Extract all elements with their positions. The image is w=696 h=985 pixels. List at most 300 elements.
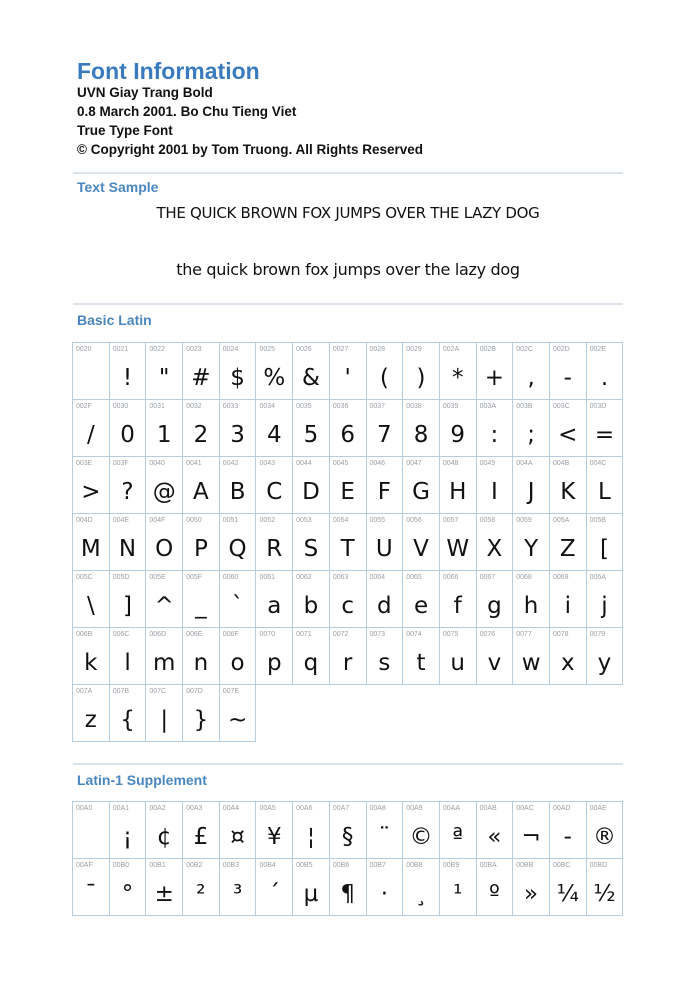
- glyph: J: [527, 479, 535, 505]
- glyph-cell: [110, 343, 147, 400]
- glyph-cell: [183, 343, 220, 400]
- glyph-code: 0056: [406, 517, 422, 524]
- glyph-code: 002B: [479, 346, 496, 353]
- glyph-code: 0071: [296, 631, 312, 638]
- glyph-cell: [477, 859, 514, 916]
- glyph-code: 00B3: [222, 862, 240, 869]
- glyph-cell: [367, 628, 404, 685]
- glyph-cell: [550, 343, 587, 400]
- glyph-code: 0060: [222, 574, 239, 581]
- glyph: §: [341, 824, 354, 850]
- glyph: K: [560, 479, 576, 505]
- glyph: -: [563, 824, 572, 850]
- glyph-cell: [146, 628, 183, 685]
- glyph-cell: [403, 457, 440, 514]
- glyph: n: [193, 650, 209, 676]
- glyph: _: [195, 593, 207, 619]
- glyph: C: [266, 479, 283, 505]
- glyph-cell: [146, 514, 183, 571]
- glyph: E: [340, 479, 355, 505]
- glyph-cell: [146, 685, 183, 742]
- glyph: X: [486, 536, 503, 562]
- glyph-code: 0039: [442, 403, 459, 410]
- glyph: $: [230, 365, 245, 391]
- glyph-code: 005B: [589, 517, 606, 524]
- glyph-cell: [293, 343, 330, 400]
- glyph: ': [344, 365, 351, 391]
- glyph: =: [594, 422, 615, 448]
- glyph-code: 00A0: [76, 805, 93, 812]
- glyph: ®: [592, 824, 616, 850]
- glyph: G: [412, 479, 430, 505]
- glyph-code: 00A6: [296, 805, 313, 812]
- copyright: © Copyright 2001 by Tom Truong. All Rights Reserved: [77, 142, 424, 157]
- glyph: ): [416, 365, 426, 391]
- divider: [73, 303, 623, 305]
- glyph: :: [490, 422, 499, 448]
- glyph: ²: [196, 881, 206, 907]
- glyph-cell: [110, 571, 147, 628]
- glyph-cell: [293, 514, 330, 571]
- glyph: \: [86, 593, 95, 619]
- divider: [73, 763, 623, 765]
- glyph: *: [451, 365, 464, 391]
- glyph: ³: [232, 881, 243, 907]
- glyph-cell: [587, 802, 624, 859]
- glyph-code: 0070: [259, 631, 276, 638]
- glyph-cell: [403, 628, 440, 685]
- glyph-cell: [587, 457, 624, 514]
- glyph-cell: [477, 514, 514, 571]
- glyph-cell: [293, 859, 330, 916]
- glyph-cell: [513, 400, 550, 457]
- glyph-cell: [256, 457, 293, 514]
- glyph-cell: [256, 628, 293, 685]
- glyph-cell: [403, 802, 440, 859]
- glyph: ¹: [453, 881, 463, 907]
- glyph-cell: [440, 343, 477, 400]
- glyph: P: [193, 536, 208, 562]
- glyph: B: [229, 479, 246, 505]
- glyph-code: 002A: [442, 346, 460, 353]
- glyph-code: 0064: [369, 574, 386, 581]
- glyph-code: 00BD: [589, 862, 608, 869]
- glyph: ¦: [307, 824, 315, 850]
- basic-latin-grid: [72, 342, 623, 742]
- glyph-code: 00A5: [259, 805, 276, 812]
- sample-lowercase: the quick brown fox jumps over the lazy dog: [176, 260, 520, 279]
- glyph-cell: [587, 859, 624, 916]
- glyph-cell: [587, 343, 624, 400]
- glyph-cell: [220, 685, 257, 742]
- glyph: |: [160, 707, 169, 733]
- glyph-code: 006E: [186, 631, 203, 638]
- glyph-cell: [256, 571, 293, 628]
- glyph-code: 007B: [112, 688, 130, 695]
- glyph: ½: [593, 881, 616, 907]
- glyph-code: 00BC: [552, 862, 571, 869]
- glyph: 5: [303, 422, 319, 448]
- glyph-code: 0065: [406, 574, 422, 581]
- glyph-cell: [587, 571, 624, 628]
- glyph-cell: [367, 400, 404, 457]
- glyph-code: 005F: [186, 574, 203, 581]
- glyph: k: [84, 650, 98, 676]
- font-name: UVN Giay Trang Bold: [77, 85, 213, 100]
- glyph-code: 005C: [76, 574, 93, 581]
- glyph-code: 00B7: [369, 862, 386, 869]
- glyph-code: 0078: [552, 631, 569, 638]
- glyph-code: 00AC: [516, 805, 534, 812]
- glyph: ¸: [415, 881, 427, 907]
- glyph-cell: [367, 571, 404, 628]
- glyph-cell: [110, 859, 147, 916]
- glyph: T: [340, 536, 355, 562]
- glyph-cell: [73, 685, 110, 742]
- glyph-cell: [73, 400, 110, 457]
- glyph: z: [84, 707, 97, 733]
- glyph: O: [155, 536, 174, 562]
- glyph: V: [413, 536, 429, 562]
- glyph-cell: [477, 628, 514, 685]
- glyph-cell: [513, 457, 550, 514]
- glyph-cell: [477, 343, 514, 400]
- glyph-code: 0042: [222, 460, 239, 467]
- glyph-code: 0069: [552, 574, 569, 581]
- glyph: {: [120, 707, 135, 733]
- glyph-cell: [73, 457, 110, 514]
- glyph-cell: [146, 457, 183, 514]
- glyph-cell: [440, 571, 477, 628]
- glyph-cell: [110, 802, 147, 859]
- glyph: ?: [121, 479, 134, 505]
- glyph-cell: [330, 457, 367, 514]
- glyph: 1: [156, 422, 172, 448]
- glyph-code: 004A: [516, 460, 533, 467]
- glyph: [: [599, 536, 609, 562]
- glyph: }: [193, 707, 209, 733]
- glyph-code: 006C: [112, 631, 130, 638]
- glyph: +: [484, 365, 505, 391]
- glyph-cell: [110, 400, 147, 457]
- glyph: 7: [377, 422, 392, 448]
- glyph: R: [266, 536, 283, 562]
- glyph: ¤: [230, 824, 245, 850]
- glyph-cell: [367, 514, 404, 571]
- glyph-cell: [403, 400, 440, 457]
- glyph-cell: [73, 859, 110, 916]
- glyph: ;: [527, 422, 535, 448]
- glyph-cell: [183, 628, 220, 685]
- glyph-code: 0055: [369, 517, 386, 524]
- glyph: b: [303, 593, 319, 619]
- glyph: D: [302, 479, 320, 505]
- glyph-cell: [440, 628, 477, 685]
- glyph-cell: [73, 514, 110, 571]
- glyph-code: 007D: [186, 688, 203, 695]
- glyph-cell: [293, 802, 330, 859]
- glyph-code: 003B: [516, 403, 533, 410]
- glyph-code: 00B4: [259, 862, 276, 869]
- glyph-code: 0052: [259, 517, 276, 524]
- glyph: ~: [227, 707, 248, 733]
- glyph: g: [487, 593, 502, 619]
- glyph-cell: [183, 685, 220, 742]
- glyph-cell: [367, 457, 404, 514]
- glyph-code: 00B0: [112, 862, 130, 869]
- glyph-cell: [183, 457, 220, 514]
- glyph-code: 002F: [76, 403, 92, 410]
- glyph: £: [193, 824, 209, 850]
- glyph: S: [303, 536, 319, 562]
- glyph-cell: [477, 400, 514, 457]
- glyph-cell: [513, 514, 550, 571]
- section-heading-basic-latin: Basic Latin: [77, 312, 152, 328]
- glyph-code: 0072: [332, 631, 349, 638]
- glyph-cell: [477, 457, 514, 514]
- glyph-code: 00A9: [406, 805, 423, 812]
- glyph: I: [491, 479, 498, 505]
- glyph-code: 00BB: [516, 862, 534, 869]
- glyph-cell: [220, 457, 257, 514]
- glyph-code: 0044: [296, 460, 312, 467]
- glyph: ¢: [156, 824, 172, 850]
- glyph-code: 00B5: [296, 862, 313, 869]
- glyph-code: 0062: [296, 574, 312, 581]
- glyph-code: 00A8: [369, 805, 386, 812]
- glyph-cell: [330, 628, 367, 685]
- glyph-cell: [477, 571, 514, 628]
- glyph: ·: [380, 881, 388, 907]
- glyph: u: [450, 650, 465, 676]
- glyph-cell: [440, 400, 477, 457]
- glyph-code: 0079: [589, 631, 606, 638]
- glyph-code: 00B2: [186, 862, 203, 869]
- glyph-cell: [513, 628, 550, 685]
- glyph-code: 0028: [369, 346, 386, 353]
- glyph-code: 003A: [479, 403, 496, 410]
- glyph: 8: [413, 422, 429, 448]
- glyph-code: 004E: [112, 517, 130, 524]
- glyph: »: [524, 881, 539, 907]
- glyph-code: 0066: [442, 574, 459, 581]
- glyph: >: [81, 479, 101, 505]
- glyph: m: [153, 650, 176, 676]
- glyph-code: 0045: [332, 460, 349, 467]
- glyph-cell: [110, 685, 147, 742]
- glyph-code: 002D: [552, 346, 570, 353]
- glyph-code: 0021: [112, 346, 129, 353]
- glyph-code: 0058: [479, 517, 496, 524]
- glyph-code: 005A: [552, 517, 570, 524]
- glyph-cell: [440, 514, 477, 571]
- glyph: 0: [120, 422, 135, 448]
- glyph: 6: [340, 422, 355, 448]
- glyph: °: [121, 881, 134, 907]
- glyph: h: [523, 593, 539, 619]
- glyph-code: 006B: [76, 631, 93, 638]
- glyph: µ: [303, 881, 319, 907]
- glyph-code: 0076: [479, 631, 496, 638]
- glyph: ¶: [340, 881, 355, 907]
- glyph-code: 0051: [222, 517, 239, 524]
- glyph-cell: [146, 802, 183, 859]
- glyph-cell: [73, 802, 110, 859]
- glyph-cell: [220, 628, 257, 685]
- glyph-cell: [367, 802, 404, 859]
- glyph-cell: [293, 628, 330, 685]
- glyph-cell: [403, 343, 440, 400]
- glyph: U: [375, 536, 393, 562]
- glyph: N: [118, 536, 137, 562]
- glyph-cell: [513, 571, 550, 628]
- glyph-code: 0034: [259, 403, 276, 410]
- glyph-code: 0038: [406, 403, 422, 410]
- glyph: l: [124, 650, 131, 676]
- glyph: ¬: [521, 824, 541, 850]
- glyph-code: 0048: [442, 460, 459, 467]
- glyph: Y: [524, 536, 539, 562]
- glyph-code: 004F: [149, 517, 166, 524]
- glyph: ¯: [85, 881, 97, 907]
- glyph-cell: [146, 343, 183, 400]
- divider: [73, 172, 623, 174]
- glyph-cell: [256, 859, 293, 916]
- glyph-code: 00AB: [479, 805, 497, 812]
- glyph-cell: [183, 571, 220, 628]
- glyph-code: 004D: [76, 517, 93, 524]
- glyph-cell: [403, 571, 440, 628]
- glyph-code: 0050: [186, 517, 202, 524]
- glyph-code: 0049: [479, 460, 496, 467]
- glyph-cell: [183, 514, 220, 571]
- glyph: q: [303, 650, 319, 676]
- glyph: c: [341, 593, 354, 619]
- glyph-cell: [550, 400, 587, 457]
- glyph: Z: [559, 536, 576, 562]
- glyph-code: 0046: [369, 460, 386, 467]
- glyph-cell: [550, 457, 587, 514]
- glyph-code: 00A3: [186, 805, 203, 812]
- glyph-cell: [293, 457, 330, 514]
- glyph-cell: [220, 571, 257, 628]
- glyph-cell: [367, 343, 404, 400]
- glyph-code: 0053: [296, 517, 312, 524]
- glyph-code: 0067: [479, 574, 496, 581]
- glyph-cell: [367, 859, 404, 916]
- glyph-cell: [293, 571, 330, 628]
- glyph-code: 0061: [259, 574, 276, 581]
- glyph: &: [302, 365, 320, 391]
- glyph: ,: [527, 365, 535, 391]
- glyph: 4: [266, 422, 282, 448]
- glyph-cell: [220, 343, 257, 400]
- glyph: v: [487, 650, 502, 676]
- glyph-code: 007A: [76, 688, 93, 695]
- glyph: ¨: [378, 824, 391, 850]
- glyph-code: 0063: [332, 574, 349, 581]
- glyph-code: 0041: [186, 460, 202, 467]
- glyph: ±: [154, 881, 174, 907]
- glyph: ¡: [122, 824, 133, 850]
- glyph-cell: [256, 802, 293, 859]
- glyph-code: 0024: [222, 346, 239, 353]
- glyph: ¥: [266, 824, 282, 850]
- glyph-cell: [220, 400, 257, 457]
- glyph: 2: [193, 422, 209, 448]
- glyph-code: 0022: [149, 346, 165, 353]
- glyph-code: 00AE: [589, 805, 607, 812]
- glyph-cell: [330, 400, 367, 457]
- glyph-cell: [440, 457, 477, 514]
- glyph: º: [488, 881, 500, 907]
- glyph: <: [558, 422, 578, 448]
- glyph-cell: [440, 802, 477, 859]
- glyph-code: 0036: [332, 403, 349, 410]
- glyph-code: 0026: [296, 346, 312, 353]
- section-heading-latin1: Latin-1 Supplement: [77, 772, 207, 788]
- glyph-code: 0040: [149, 460, 165, 467]
- glyph-cell: [330, 343, 367, 400]
- glyph-cell: [550, 628, 587, 685]
- glyph: .: [600, 365, 609, 391]
- glyph-code: 0068: [516, 574, 532, 581]
- glyph-cell: [146, 571, 183, 628]
- section-heading-text-sample: Text Sample: [77, 179, 159, 195]
- glyph: -: [563, 365, 572, 391]
- glyph: H: [449, 479, 467, 505]
- glyph-code: 004C: [589, 460, 607, 467]
- glyph-code: 0074: [406, 631, 422, 638]
- glyph-code: 00A4: [222, 805, 240, 812]
- glyph-code: 0077: [516, 631, 532, 638]
- glyph-cell: [477, 802, 514, 859]
- glyph-code: 00B6: [332, 862, 350, 869]
- glyph-cell: [110, 628, 147, 685]
- glyph: x: [560, 650, 575, 676]
- glyph-code: 0035: [296, 403, 312, 410]
- glyph-cell: [550, 802, 587, 859]
- glyph-cell: [513, 343, 550, 400]
- glyph: !: [122, 365, 133, 391]
- page-title: Font Information: [77, 58, 260, 84]
- glyph-code: 0029: [406, 346, 422, 353]
- glyph: a: [267, 593, 282, 619]
- glyph: Q: [228, 536, 247, 562]
- glyph: ]: [123, 593, 133, 619]
- glyph-code: 00AA: [442, 805, 460, 812]
- glyph: W: [446, 536, 470, 562]
- glyph-cell: [330, 859, 367, 916]
- glyph: F: [377, 479, 391, 505]
- glyph-code: 0023: [186, 346, 202, 353]
- glyph-cell: [293, 400, 330, 457]
- glyph-cell: [183, 859, 220, 916]
- glyph-cell: [330, 571, 367, 628]
- glyph-code: 00B9: [442, 862, 460, 869]
- glyph: 3: [230, 422, 245, 448]
- glyph: ": [158, 365, 170, 391]
- glyph-code: 00A2: [149, 805, 166, 812]
- glyph: ^: [154, 593, 174, 619]
- glyph: o: [230, 650, 245, 676]
- glyph-code: 005D: [112, 574, 130, 581]
- glyph-code: 0030: [112, 403, 129, 410]
- glyph-code: 0020: [76, 346, 92, 353]
- glyph-code: 0075: [442, 631, 459, 638]
- glyph-cell: [110, 457, 147, 514]
- glyph-cell: [146, 400, 183, 457]
